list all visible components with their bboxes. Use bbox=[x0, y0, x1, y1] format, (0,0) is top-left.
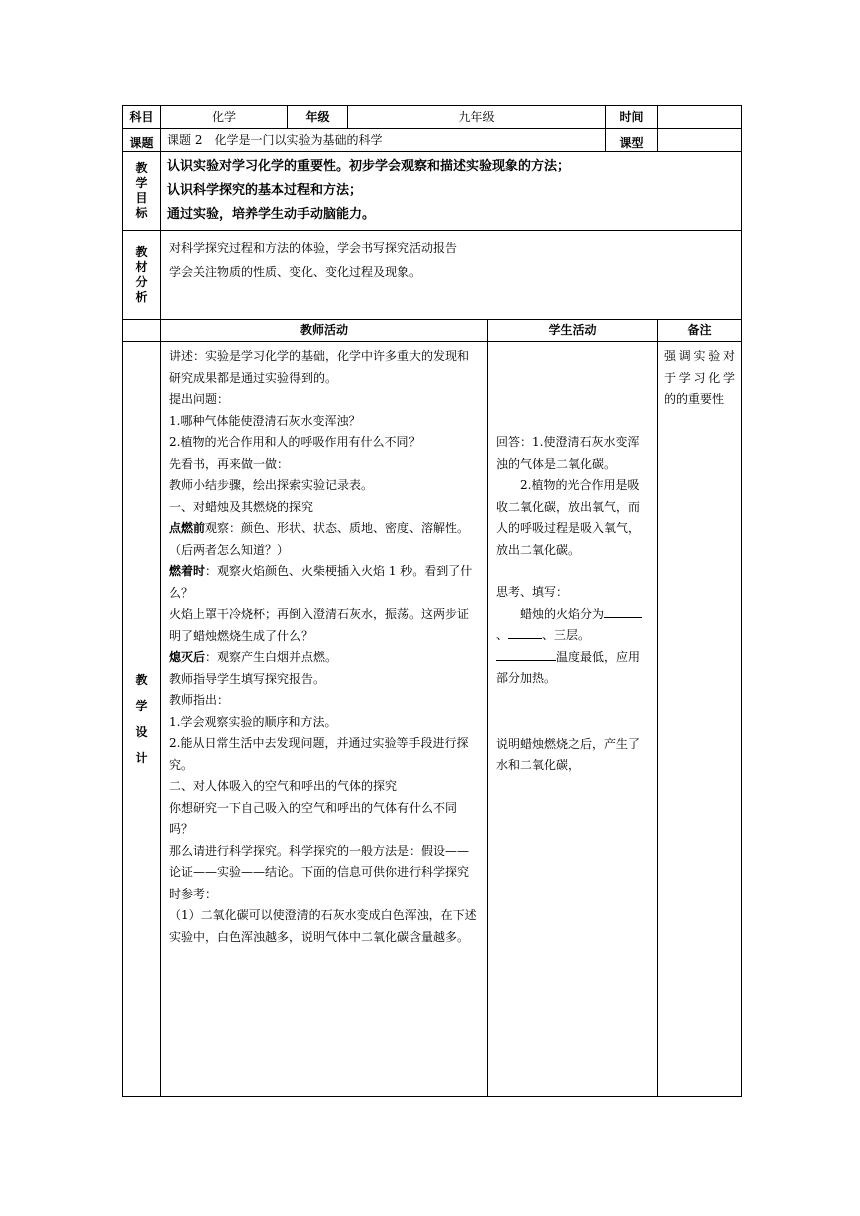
grade-value: 九年级 bbox=[348, 106, 606, 129]
design-row bbox=[123, 342, 742, 1097]
student-conclusion: 说明蜡烛燃烧之后，产生了水和二氧化碳， bbox=[496, 736, 641, 772]
goals-label: 教 学 目 标 bbox=[123, 152, 161, 231]
student-activity-header: 学生活动 bbox=[488, 320, 658, 342]
teacher-activity-content: 讲述：实验是学习化学的基础，化学中许多重大的发现和研究成果都是通过实验得到的。 提出问题： 1.哪种气体能使澄清石灰水变浑浊？ 2.植物的光合作用和人的呼吸作用有什么不同？ 先看书，再来做一做： 教师小结步骤，绘出探索实验记录表。 一、对蜡烛及其燃烧的探究 点燃前观察：颜色、形状、状态、质地、密度、溶解性。 （后两者怎么知道？） 燃着时：观察火焰颜色、火柴梗插入火焰 1 秒。看到了什么？ 火焰上罩干冷烧杯；再倒入澄清石灰水，振荡。这两步证明了蜡烛燃烧生成了什么？ 熄灭后：观察产生白烟并点燃。 教师指导学生填写探究报告。 教师指出： 1.学会观察实验的顺序和方法。 2.能从日常生活中去发现问题，并通过实验等手段进行探究。 二、对人体吸入的空气和呼出的气体的探究 你想研究一下自己吸入的空气和呼出的气体有什么不同吗？ 那么请进行科学探究。科学探究的一般方法是：假设——论证——实验——结论。下面的信息可供你进行科学探究时参考： （1）二氧化碳可以使澄清的石灰水变成白色浑浊，在下述实验中，白色浑浊越多，说明气体中二氧化碳含量越多。 bbox=[161, 342, 488, 1097]
goal-item: 认识科学探究的基本过程和方法； bbox=[167, 183, 363, 198]
header-row-1 bbox=[123, 106, 742, 129]
lesson-plan bbox=[122, 105, 741, 1097]
subject-value: 化学 bbox=[161, 106, 288, 129]
type-label: 课型 bbox=[606, 129, 658, 152]
time-value bbox=[658, 106, 742, 129]
grade-label: 年级 bbox=[288, 106, 348, 129]
activity-header-blank bbox=[123, 320, 161, 342]
student-activity-content bbox=[488, 342, 658, 1097]
note-content: 强调实验对于学习化学的的重要性 bbox=[658, 342, 742, 1097]
analysis-item: 对科学探究过程和方法的体验，学会书写探究活动报告 bbox=[169, 241, 458, 255]
student-answer-1: 回答：1.使澄清石灰水变浑浊的气体是二氧化碳。 bbox=[496, 435, 640, 471]
analysis-label: 教 材 分 析 bbox=[123, 231, 161, 320]
goals-row bbox=[123, 152, 742, 231]
goal-item: 认识实验对学习化学的重要性。初步学会观察和描述实验现象的方法； bbox=[167, 159, 571, 174]
lesson-plan-table bbox=[122, 105, 742, 1097]
type-value bbox=[658, 129, 742, 152]
subject-label: 科目 bbox=[123, 106, 161, 129]
fill-blank[interactable] bbox=[604, 604, 642, 618]
goals-content bbox=[161, 152, 742, 231]
topic-value: 课题 2 化学是一门以实验为基础的科学 bbox=[161, 129, 606, 152]
topic-label: 课题 bbox=[123, 129, 161, 152]
analysis-item: 学会关注物质的性质、变化、变化过程及现象。 bbox=[169, 265, 422, 279]
activity-header-row bbox=[123, 320, 742, 342]
fill-blank[interactable] bbox=[496, 647, 556, 661]
student-think: 思考、填写： bbox=[496, 585, 569, 599]
fill-blank[interactable] bbox=[508, 625, 542, 639]
time-label: 时间 bbox=[606, 106, 658, 129]
teacher-activity-header: 教师活动 bbox=[161, 320, 488, 342]
analysis-content bbox=[161, 231, 742, 320]
analysis-row bbox=[123, 231, 742, 320]
design-label: 教 学 设 计 bbox=[123, 342, 161, 1097]
header-row-2 bbox=[123, 129, 742, 152]
student-answer-2: 2.植物的光合作用是吸收二氧化碳，放出氧气，而人的呼吸过程是吸入氧气，放出二氧化碳。 bbox=[496, 478, 641, 557]
student-fill-in: 蜡烛的火焰分为、 、三层。温度最低，应用部分加热。 bbox=[496, 604, 647, 690]
goal-item: 通过实验，培养学生动手动脑能力。 bbox=[167, 207, 376, 222]
note-header: 备注 bbox=[658, 320, 742, 342]
